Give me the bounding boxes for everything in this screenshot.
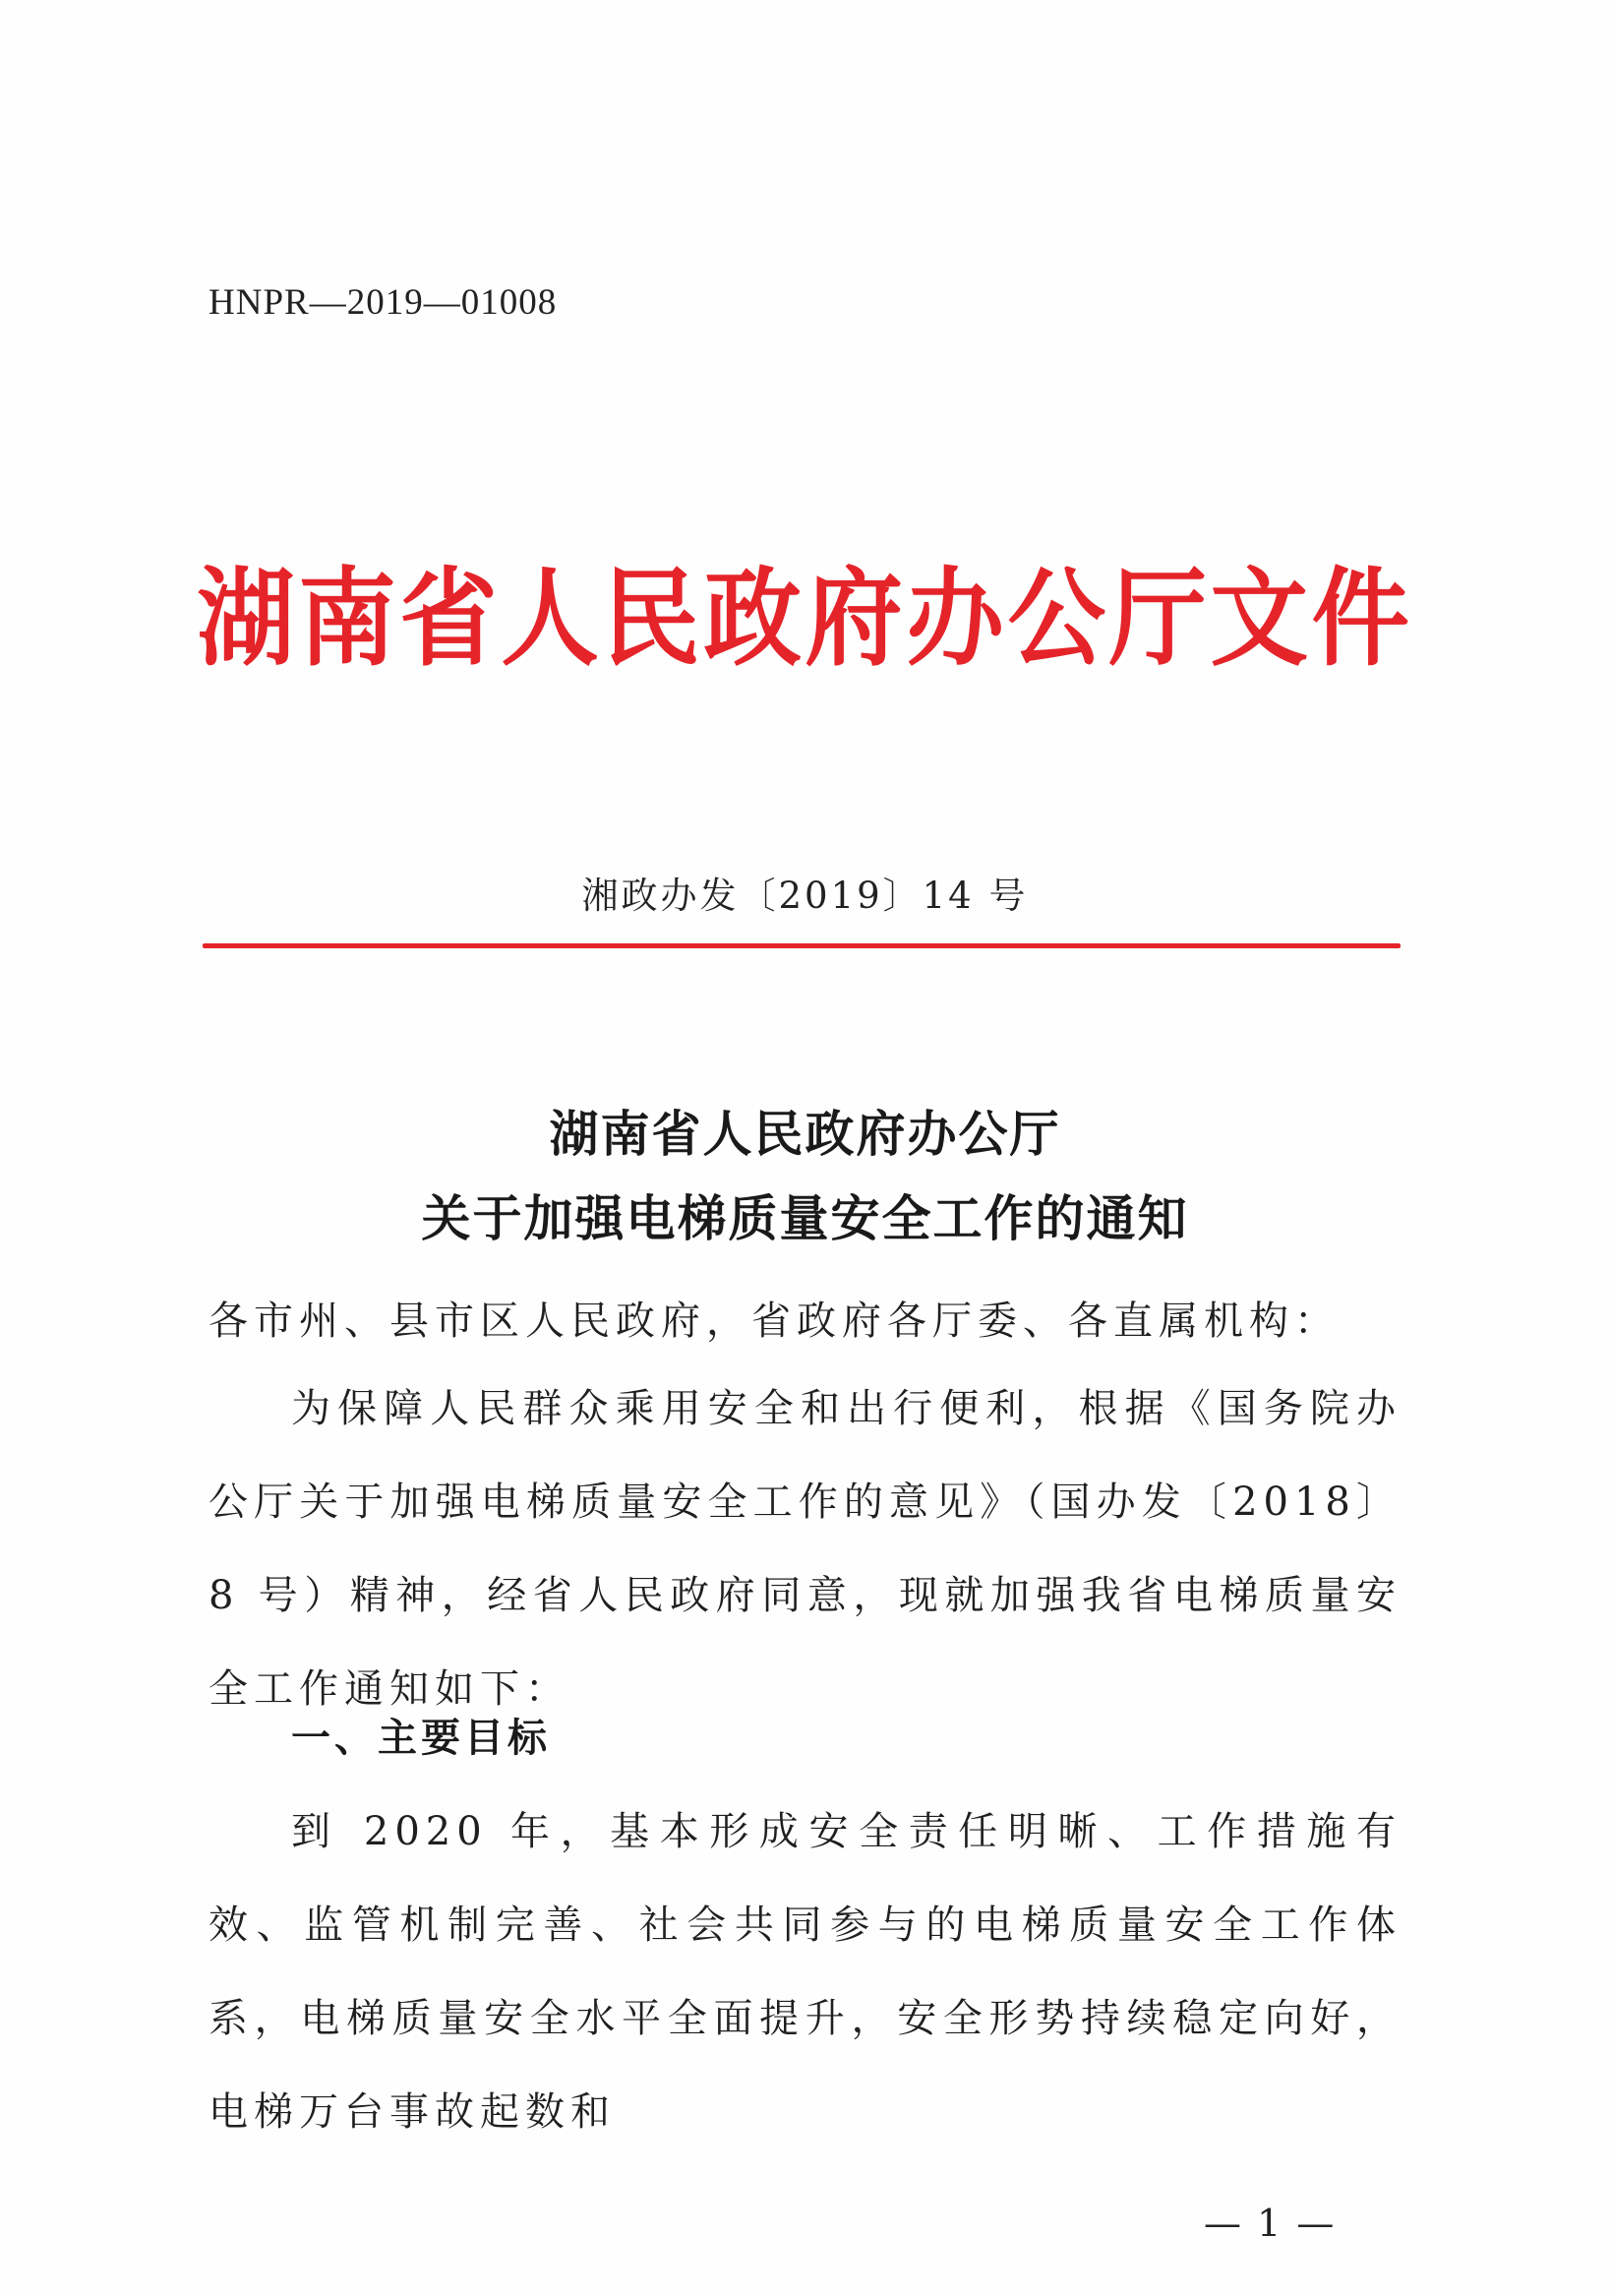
- addressee: 各市州、县市区人民政府，省政府各厅委、各直属机构：: [209, 1299, 1340, 1344]
- body-paragraph-1: 为保障人民群众乘用安全和出行便利，根据《国务院办公厅关于加强电梯质量安全工作的意见》（国办发〔2018〕8 号）精神，经省人民政府同意，现就加强我省电梯质量安全工作通知如下：: [209, 1386, 1401, 1712]
- section-heading-1: 一、主要目标: [291, 1716, 551, 1761]
- notice-title-line-1: 湖南省人民政府办公厅: [549, 1105, 1061, 1163]
- notice-title: [0, 1092, 1610, 1261]
- masthead-title: 湖南省人民政府办公厅文件: [197, 558, 1413, 681]
- document-code: HNPR—2019—01008: [209, 282, 558, 323]
- notice-title-line-2: 关于加强电梯质量安全工作的通知: [421, 1189, 1189, 1247]
- body-paragraph-2: 到 2020 年，基本形成安全责任明晰、工作措施有效、监管机制完善、社会共同参与的电梯质量安全工作体系，电梯质量安全水平全面提升，安全形势持续稳定向好，电梯万台事故起数和: [209, 1809, 1401, 2135]
- page-number: — 1 —: [1204, 2202, 1337, 2245]
- document-number: 湘政办发〔2019〕14 号: [581, 875, 1029, 917]
- masthead-red-rule: [203, 943, 1401, 948]
